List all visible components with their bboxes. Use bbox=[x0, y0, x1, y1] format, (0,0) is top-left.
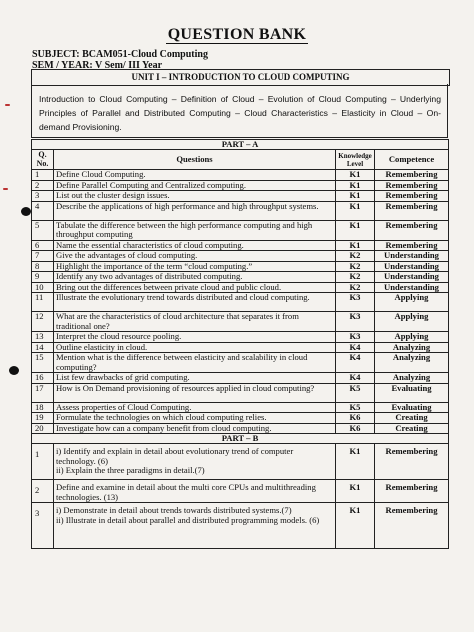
competence-value: Evaluating bbox=[375, 402, 449, 413]
question-number: 1 bbox=[32, 170, 54, 181]
question-number: 19 bbox=[32, 413, 54, 424]
competence-value: Analyzing bbox=[375, 373, 449, 384]
question-text: Investigate how can a company benefit from cloud computing. bbox=[54, 423, 336, 434]
question-number: 14 bbox=[32, 342, 54, 353]
question-text: How is On Demand provisioning of resources applied in cloud computing? bbox=[54, 383, 336, 402]
question-row bbox=[32, 353, 449, 373]
knowledge-level: K4 bbox=[336, 342, 375, 353]
competence-value: Creating bbox=[375, 423, 449, 434]
knowledge-level: K1 bbox=[336, 191, 375, 202]
question-table bbox=[31, 139, 449, 549]
question-row bbox=[32, 201, 449, 220]
document-title: QUESTION BANK bbox=[167, 26, 307, 43]
question-number: 13 bbox=[32, 332, 54, 343]
competence-value: Analyzing bbox=[375, 353, 449, 373]
margin-mark bbox=[5, 104, 10, 106]
part-b-label: PART – B bbox=[32, 434, 449, 444]
question-row bbox=[32, 413, 449, 424]
knowledge-level: K6 bbox=[336, 413, 375, 424]
punch-hole bbox=[9, 366, 19, 375]
question-row bbox=[32, 444, 449, 480]
question-part-1: i) Identify and explain in detail about evolutionary trend of computer technology. (6) bbox=[56, 446, 294, 466]
knowledge-level: K1 bbox=[336, 180, 375, 191]
question-text: Illustrate the evolutionary trend towards distributed and cloud computing. bbox=[54, 293, 336, 312]
question-text bbox=[54, 503, 336, 549]
question-number: 12 bbox=[32, 312, 54, 332]
question-number: 15 bbox=[32, 353, 54, 373]
competence-value: Understanding bbox=[375, 282, 449, 293]
question-text: Tabulate the difference between the high performance computing and high throughput computing bbox=[54, 220, 336, 240]
question-number: 3 bbox=[32, 503, 54, 549]
competence-value: Applying bbox=[375, 332, 449, 343]
question-row bbox=[32, 503, 449, 549]
question-row bbox=[32, 251, 449, 262]
subject-line: SUBJECT: BCAM051-Cloud Computing bbox=[32, 49, 208, 60]
question-row bbox=[32, 312, 449, 332]
question-number: 7 bbox=[32, 251, 54, 262]
part-a-header-row bbox=[32, 140, 449, 150]
question-number: 5 bbox=[32, 220, 54, 240]
question-number: 17 bbox=[32, 383, 54, 402]
question-row bbox=[32, 480, 449, 503]
question-row bbox=[32, 180, 449, 191]
knowledge-level: K2 bbox=[336, 251, 375, 262]
question-text: List out the cluster design issues. bbox=[54, 191, 336, 202]
part-b-header-row bbox=[32, 434, 449, 444]
questions-header: Questions bbox=[54, 150, 336, 170]
knowledge-level: K1 bbox=[336, 444, 375, 480]
question-row bbox=[32, 261, 449, 272]
margin-mark bbox=[3, 188, 8, 190]
knowledge-level: K1 bbox=[336, 240, 375, 251]
competence-value: Remembering bbox=[375, 170, 449, 181]
question-number: 1 bbox=[32, 444, 54, 480]
qno-header: Q. No. bbox=[32, 150, 54, 170]
competence-value: Creating bbox=[375, 413, 449, 424]
question-text: Mention what is the difference between elasticity and scalability in cloud computing? bbox=[54, 353, 336, 373]
question-text: Highlight the importance of the term “cloud computing.” bbox=[54, 261, 336, 272]
question-text: Formulate the technologies on which cloud computing relies. bbox=[54, 413, 336, 424]
knowledge-level: K1 bbox=[336, 220, 375, 240]
subject-block bbox=[32, 49, 208, 71]
question-text bbox=[54, 480, 336, 503]
question-number: 3 bbox=[32, 191, 54, 202]
competence-value: Remembering bbox=[375, 180, 449, 191]
question-number: 16 bbox=[32, 373, 54, 384]
sem-year-line: SEM / YEAR: V Sem/ III Year bbox=[32, 60, 163, 71]
question-number: 10 bbox=[32, 282, 54, 293]
knowledge-level: K1 bbox=[336, 480, 375, 503]
question-text: Define Parallel Computing and Centralized computing. bbox=[54, 180, 336, 191]
knowledge-level: K6 bbox=[336, 423, 375, 434]
competence-header: Competence bbox=[375, 150, 449, 170]
competence-value: Evaluating bbox=[375, 383, 449, 402]
question-number: 6 bbox=[32, 240, 54, 251]
question-text: Define Cloud Computing. bbox=[54, 170, 336, 181]
question-text: Assess properties of Cloud Computing. bbox=[54, 402, 336, 413]
competence-value: Understanding bbox=[375, 251, 449, 262]
competence-value: Remembering bbox=[375, 191, 449, 202]
question-text: List few drawbacks of grid computing. bbox=[54, 373, 336, 384]
competence-value: Remembering bbox=[375, 503, 449, 549]
question-number: 8 bbox=[32, 261, 54, 272]
question-part-2: ii) Explain the three paradigms in detail.(7) bbox=[56, 465, 205, 475]
unit-syllabus: Introduction to Cloud Computing – Definition of Cloud – Evolution of Cloud Computing – Underlying Principles of Parallel and Distributed Computing – Cloud Characteristics – Elasticity in Cloud – On-demand Provisioning. bbox=[31, 84, 448, 138]
question-text: What are the characteristics of cloud architecture that separates it from traditional one? bbox=[54, 312, 336, 332]
question-number: 2 bbox=[32, 180, 54, 191]
question-text: Name the essential characteristics of cloud computing. bbox=[54, 240, 336, 251]
knowledge-level: K2 bbox=[336, 261, 375, 272]
knowledge-level: K3 bbox=[336, 293, 375, 312]
question-row bbox=[32, 402, 449, 413]
knowledge-level: K4 bbox=[336, 353, 375, 373]
competence-value: Remembering bbox=[375, 240, 449, 251]
question-number: 9 bbox=[32, 272, 54, 283]
question-row bbox=[32, 191, 449, 202]
competence-value: Applying bbox=[375, 312, 449, 332]
competence-value: Analyzing bbox=[375, 342, 449, 353]
knowledge-level-header: Knowledge Level bbox=[336, 150, 375, 170]
question-row bbox=[32, 170, 449, 181]
knowledge-level: K5 bbox=[336, 383, 375, 402]
question-row bbox=[32, 240, 449, 251]
question-text: Interpret the cloud resource pooling. bbox=[54, 332, 336, 343]
question-text: Bring out the differences between private cloud and public cloud. bbox=[54, 282, 336, 293]
question-row bbox=[32, 220, 449, 240]
competence-value: Applying bbox=[375, 293, 449, 312]
question-part-1: Define and examine in detail about the multi core CPUs and multithreading technologies. (13) bbox=[56, 482, 316, 502]
question-row bbox=[32, 293, 449, 312]
knowledge-level: K3 bbox=[336, 332, 375, 343]
question-number: 18 bbox=[32, 402, 54, 413]
question-row bbox=[32, 373, 449, 384]
punch-hole bbox=[21, 207, 31, 216]
question-text: Outline elasticity in cloud. bbox=[54, 342, 336, 353]
column-header-row bbox=[32, 150, 449, 170]
question-number: 2 bbox=[32, 480, 54, 503]
question-text: Identify any two advantages of distributed computing. bbox=[54, 272, 336, 283]
competence-value: Remembering bbox=[375, 480, 449, 503]
question-row bbox=[32, 332, 449, 343]
part-a-label: PART – A bbox=[32, 140, 449, 150]
question-row bbox=[32, 272, 449, 283]
knowledge-level: K1 bbox=[336, 201, 375, 220]
question-row bbox=[32, 282, 449, 293]
competence-value: Remembering bbox=[375, 444, 449, 480]
knowledge-level: K1 bbox=[336, 503, 375, 549]
competence-value: Understanding bbox=[375, 272, 449, 283]
knowledge-level: K5 bbox=[336, 402, 375, 413]
question-part-2: ii) Illustrate in detail about parallel and distributed programming models. (6) bbox=[56, 514, 320, 525]
competence-value: Remembering bbox=[375, 201, 449, 220]
competence-value: Understanding bbox=[375, 261, 449, 272]
knowledge-level: K2 bbox=[336, 272, 375, 283]
question-row bbox=[32, 342, 449, 353]
question-row bbox=[32, 383, 449, 402]
question-text: Describe the applications of high performance and high throughput systems. bbox=[54, 201, 336, 220]
knowledge-level: K2 bbox=[336, 282, 375, 293]
question-text bbox=[54, 444, 336, 480]
competence-value: Remembering bbox=[375, 220, 449, 240]
question-row bbox=[32, 423, 449, 434]
question-number: 20 bbox=[32, 423, 54, 434]
knowledge-level: K4 bbox=[336, 373, 375, 384]
question-part-1: i) Demonstrate in detail about trends towards distributed systems.(7) bbox=[56, 505, 292, 515]
question-number: 11 bbox=[32, 293, 54, 312]
question-text: Give the advantages of cloud computing. bbox=[54, 251, 336, 262]
knowledge-level: K3 bbox=[336, 312, 375, 332]
knowledge-level: K1 bbox=[336, 170, 375, 181]
question-number: 4 bbox=[32, 201, 54, 220]
unit-title: UNIT I – INTRODUCTION TO CLOUD COMPUTING bbox=[31, 69, 450, 86]
